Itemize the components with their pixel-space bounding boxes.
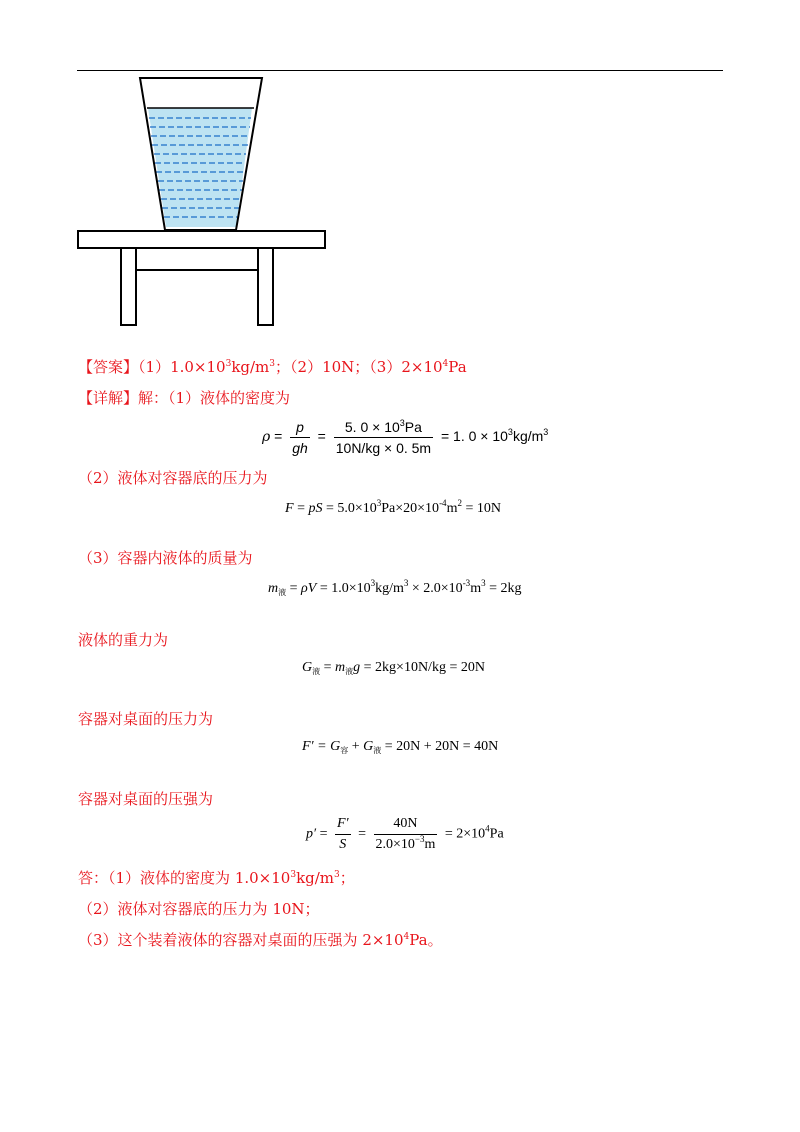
equation-force: F = pS = $5.0\times 10^3Pa\times 20\times 10^{-4}m^2 = 10N$ (285, 498, 501, 516)
answer-line: 【答案】$(1)1.0\times 10^3kg/m^3$；（2）10N；$(3)2\times 10^4Pa$ (78, 358, 467, 376)
table-top (78, 231, 325, 248)
equation-density: ρ = $\frac{p}{gh}$ = $\frac{5. 0 \times 10^3Pa}{10N/kg \times 0. 5m}$ = 1. $0 \times 10^3kg/m^3$ (262, 418, 549, 456)
fraction-pressure-values: $\frac{40N}{2.0\times 10^{-3}m}$ (375, 816, 436, 852)
equation-mass: $m_液 = \rho V = 1.0\times 10^3kg/m^3 \times 2.0\times 10^{-3}m^3 = 2kg$ (268, 578, 522, 597)
equation-pressure-force: $F' = G_容 + G_液 = 20N + 20N = 40N$ (302, 739, 499, 755)
detail-intro: 【详解】解：（1）液体的密度为 (78, 389, 291, 407)
step-3-heading: （3）容器内液体的质量为 (78, 549, 253, 567)
conclusion-line-3: （3）这个装着液体的容器对桌面的压强为 $2\times 10^4Pa$。 (78, 931, 443, 949)
fraction-force-over-area: $\frac{F'}{S}$ (336, 816, 349, 852)
conclusion-line-2: （2）液体对容器底的压力为 10N； (78, 900, 320, 918)
answer-tag: 【答案】 (78, 358, 139, 376)
step-6-heading: 容器对桌面的压强为 (78, 790, 214, 808)
conclusion-line-1: 答：（1）液体的密度为 $1.0\times 10^3kg/m^3$； (78, 869, 355, 887)
equation-pressure: p′ = $\frac{F'}{S}$ = $\frac{40N}{2.0\times 10^{-3}m}$ = $2\times 10^4Pa$ (306, 816, 504, 852)
table-leg-left (121, 248, 136, 325)
table-leg-right (258, 248, 273, 325)
step-5-heading: 容器对桌面的压力为 (78, 710, 214, 728)
header-rule (77, 70, 723, 71)
container-on-table-figure (75, 74, 335, 334)
detail-tag: 【详解】 (78, 389, 139, 407)
step-4-heading: 液体的重力为 (78, 631, 169, 649)
liquid-fill (148, 108, 252, 227)
step-2-heading: （2）液体对容器底的压力为 (78, 469, 268, 487)
equation-weight: $G_液 = m_液g = 2kg\times 10N/kg = 20N$ (302, 660, 485, 676)
fraction-density-values: $\frac{5. 0 \times 10^3Pa}{10N/kg \times 0. 5m}$ (335, 418, 432, 456)
fraction-p-over-gh: $\frac{p}{gh}$ (292, 419, 308, 456)
